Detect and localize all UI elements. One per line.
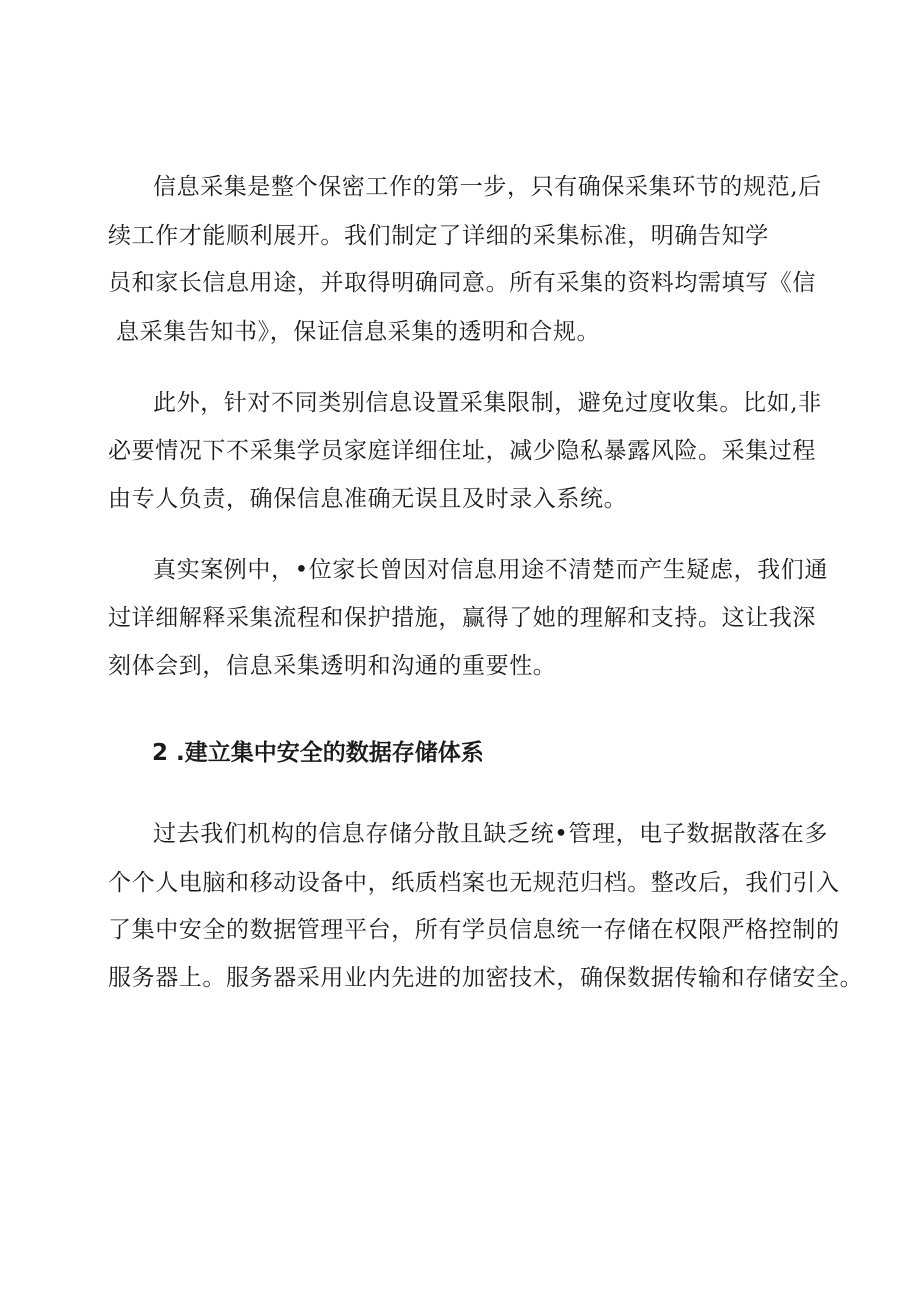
paragraph-1-line-3: 员和家长信息用途，并取得明确同意。所有采集的资料均需填写《信 [108, 270, 816, 296]
paragraph-2-line-2: 必要情况下不采集学员家庭详细住址，减少隐私暴露风险。采集过程 [108, 438, 816, 464]
section-paragraph-line-1: 过去我们机构的信息存储分散且缺乏统•管理，电子数据散落在多 [153, 821, 828, 847]
paragraph-1-line-4: 息采集告知书》，保证信息采集的透明和合规。 [116, 319, 601, 345]
section-paragraph-line-2: 个个人电脑和移动设备中，纸质档案也无规范归档。整改后，我们引入 [108, 870, 840, 896]
paragraph-3-line-2: 过详细解释采集流程和保护措施，赢得了她的理解和支持。这让我深 [108, 605, 816, 631]
paragraph-1-line-1: 信息采集是整个保密工作的第一步，只有确保采集环节的规范,后 [153, 174, 822, 200]
paragraph-2-line-3: 由专人负责，确保信息准确无误且及时录入系统。 [108, 486, 628, 512]
section-heading: 2 .建立集中安全的数据存储体系 [152, 740, 484, 766]
paragraph-3-line-3: 刻体会到，信息采集透明和沟通的重要性。 [108, 653, 557, 679]
paragraph-1-line-2: 续工作才能顺利展开。我们制定了详细的采集标准，明确告知学 [108, 223, 769, 249]
section-paragraph-line-3: 了集中安全的数据管理平台，所有学员信息统一存储在权限严格控制的 [108, 917, 840, 943]
paragraph-2-line-1: 此外，针对不同类别信息设置采集限制，避免过度收集。比如,非 [153, 390, 822, 416]
paragraph-3-line-1: 真实案例中，•位家长曾因对信息用途不清楚而产生疑虑，我们通 [153, 557, 828, 583]
section-paragraph-line-4: 服务器上。服务器采用业内先进的加密技术，确保数据传输和存储安全。 [108, 965, 864, 991]
